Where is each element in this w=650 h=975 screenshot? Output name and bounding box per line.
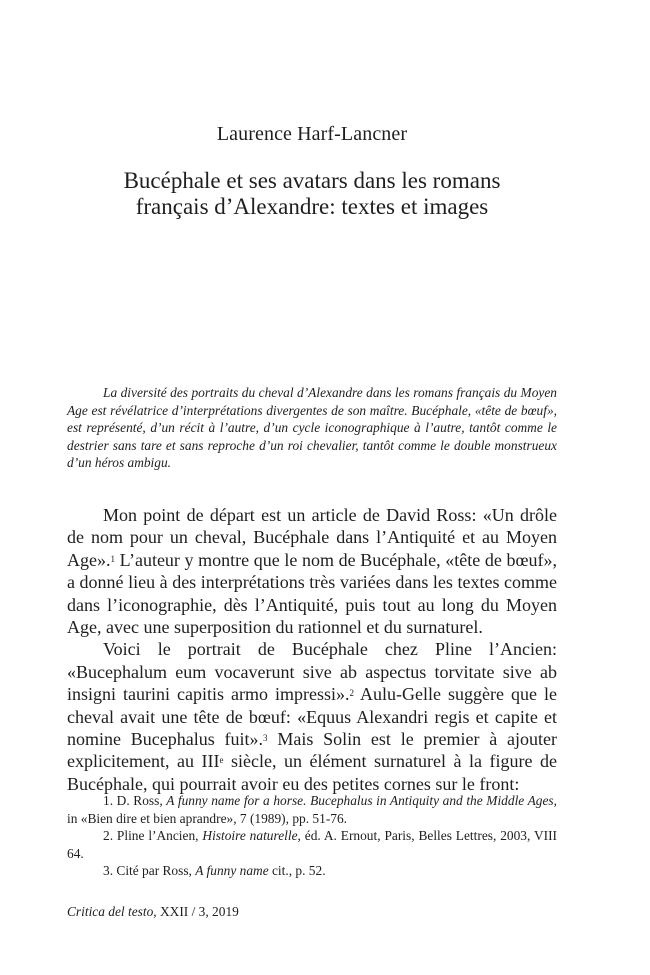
paragraph-2-text-b: Aulu-Gelle suggère que le cheval avait une tête de bœuf: «Equus Alexandri regis et capite et nomine Bucephalus fuit». bbox=[67, 684, 557, 750]
footnote-ref-2: 2 bbox=[349, 688, 355, 699]
footnote-ref-1: 1 bbox=[110, 553, 115, 564]
abstract: La diversité des portraits du cheval d’Alexandre dans les romans français du Moyen Age est révélatrice d’interprétations divergentes de son maître. Bucéphale, «tête de bœuf», est représenté, d’un récit à l’autre, d’un cycle iconographique à l’autre, tantôt comme le destrier sans tare et sans reproche d’un roi chevalier, tantôt comme le double monstrueux d’un héros ambigu. bbox=[67, 385, 557, 471]
author-name: Laurence Harf-Lancner bbox=[216, 123, 408, 145]
footnote-ref-3: 3 bbox=[263, 733, 268, 744]
journal-name: Critica del testo bbox=[67, 904, 154, 919]
footnote-3-lead: 3. Cité par Ross, bbox=[103, 863, 196, 879]
footnote-3 bbox=[67, 862, 557, 880]
footnote-1-lead: 1. D. Ross, bbox=[103, 793, 167, 808]
footnote-1-title: A funny name for a horse. Bucephalus in Antiquity and the Middle Ages bbox=[166, 793, 554, 808]
title-line-2: français d’Alexandre: textes et images bbox=[135, 194, 489, 219]
footnote-2 bbox=[67, 827, 557, 862]
footnote-3-title: A funny name bbox=[195, 863, 269, 879]
body-text bbox=[67, 504, 557, 795]
journal-issue: , XXII / 3, 2019 bbox=[153, 904, 239, 919]
page bbox=[67, 0, 557, 975]
paragraph-2-text-a: Voici le portrait de Bucéphale chez Pline l’Ancien: «Bucephalum eum vocaverunt sive ab aspectus torvitate sive ab insigni taurini capitis armo impressi». bbox=[67, 639, 557, 705]
footnotes bbox=[67, 792, 557, 880]
footnote-2-lead: 2. Pline l’Ancien, bbox=[103, 828, 203, 844]
paragraph-2 bbox=[67, 638, 557, 795]
footnote-3-rest: cit., p. 52. bbox=[268, 863, 326, 879]
title-line-1: Bucéphale et ses avatars dans les romans bbox=[123, 168, 501, 193]
paragraph-2-text-c: Mais Solin est le premier à ajouter explicitement, au III bbox=[67, 729, 557, 772]
footnote-1 bbox=[67, 792, 557, 827]
paragraph-1-text-b: L’auteur y montre que le nom de Bucéphale, «tête de bœuf», a donné lieu à des interprétations très variées dans les textes comme dans l’iconographie, dès l’Antiquité, puis tout au long du Moyen Age, avec une superposition du rationnel et du surnaturel. bbox=[67, 549, 557, 638]
paragraph-2-text-d: siècle, un élément surnaturel à la figure de Bucéphale, qui pourrait avoir eu des petites cornes sur le front: bbox=[67, 751, 558, 794]
paragraph-1 bbox=[67, 504, 557, 638]
footnote-2-title: Histoire naturelle bbox=[202, 828, 298, 844]
footnote-1-rest: , in «Bien dire et bien aprandre», 7 (1989), pp. 51-76. bbox=[67, 793, 557, 826]
page-footer bbox=[67, 903, 239, 921]
footnote-2-rest: , éd. A. Ernout, Paris, Belles Lettres, 2003, VIII 64. bbox=[67, 828, 558, 861]
article-title bbox=[67, 168, 557, 220]
century-superscript: e bbox=[219, 755, 224, 766]
paragraph-1-text-a: Mon point de départ est un article de David Ross: «Un drôle de nom pour un cheval, Bucéphale dans l’Antiquité et au Moyen Age». bbox=[67, 505, 557, 570]
